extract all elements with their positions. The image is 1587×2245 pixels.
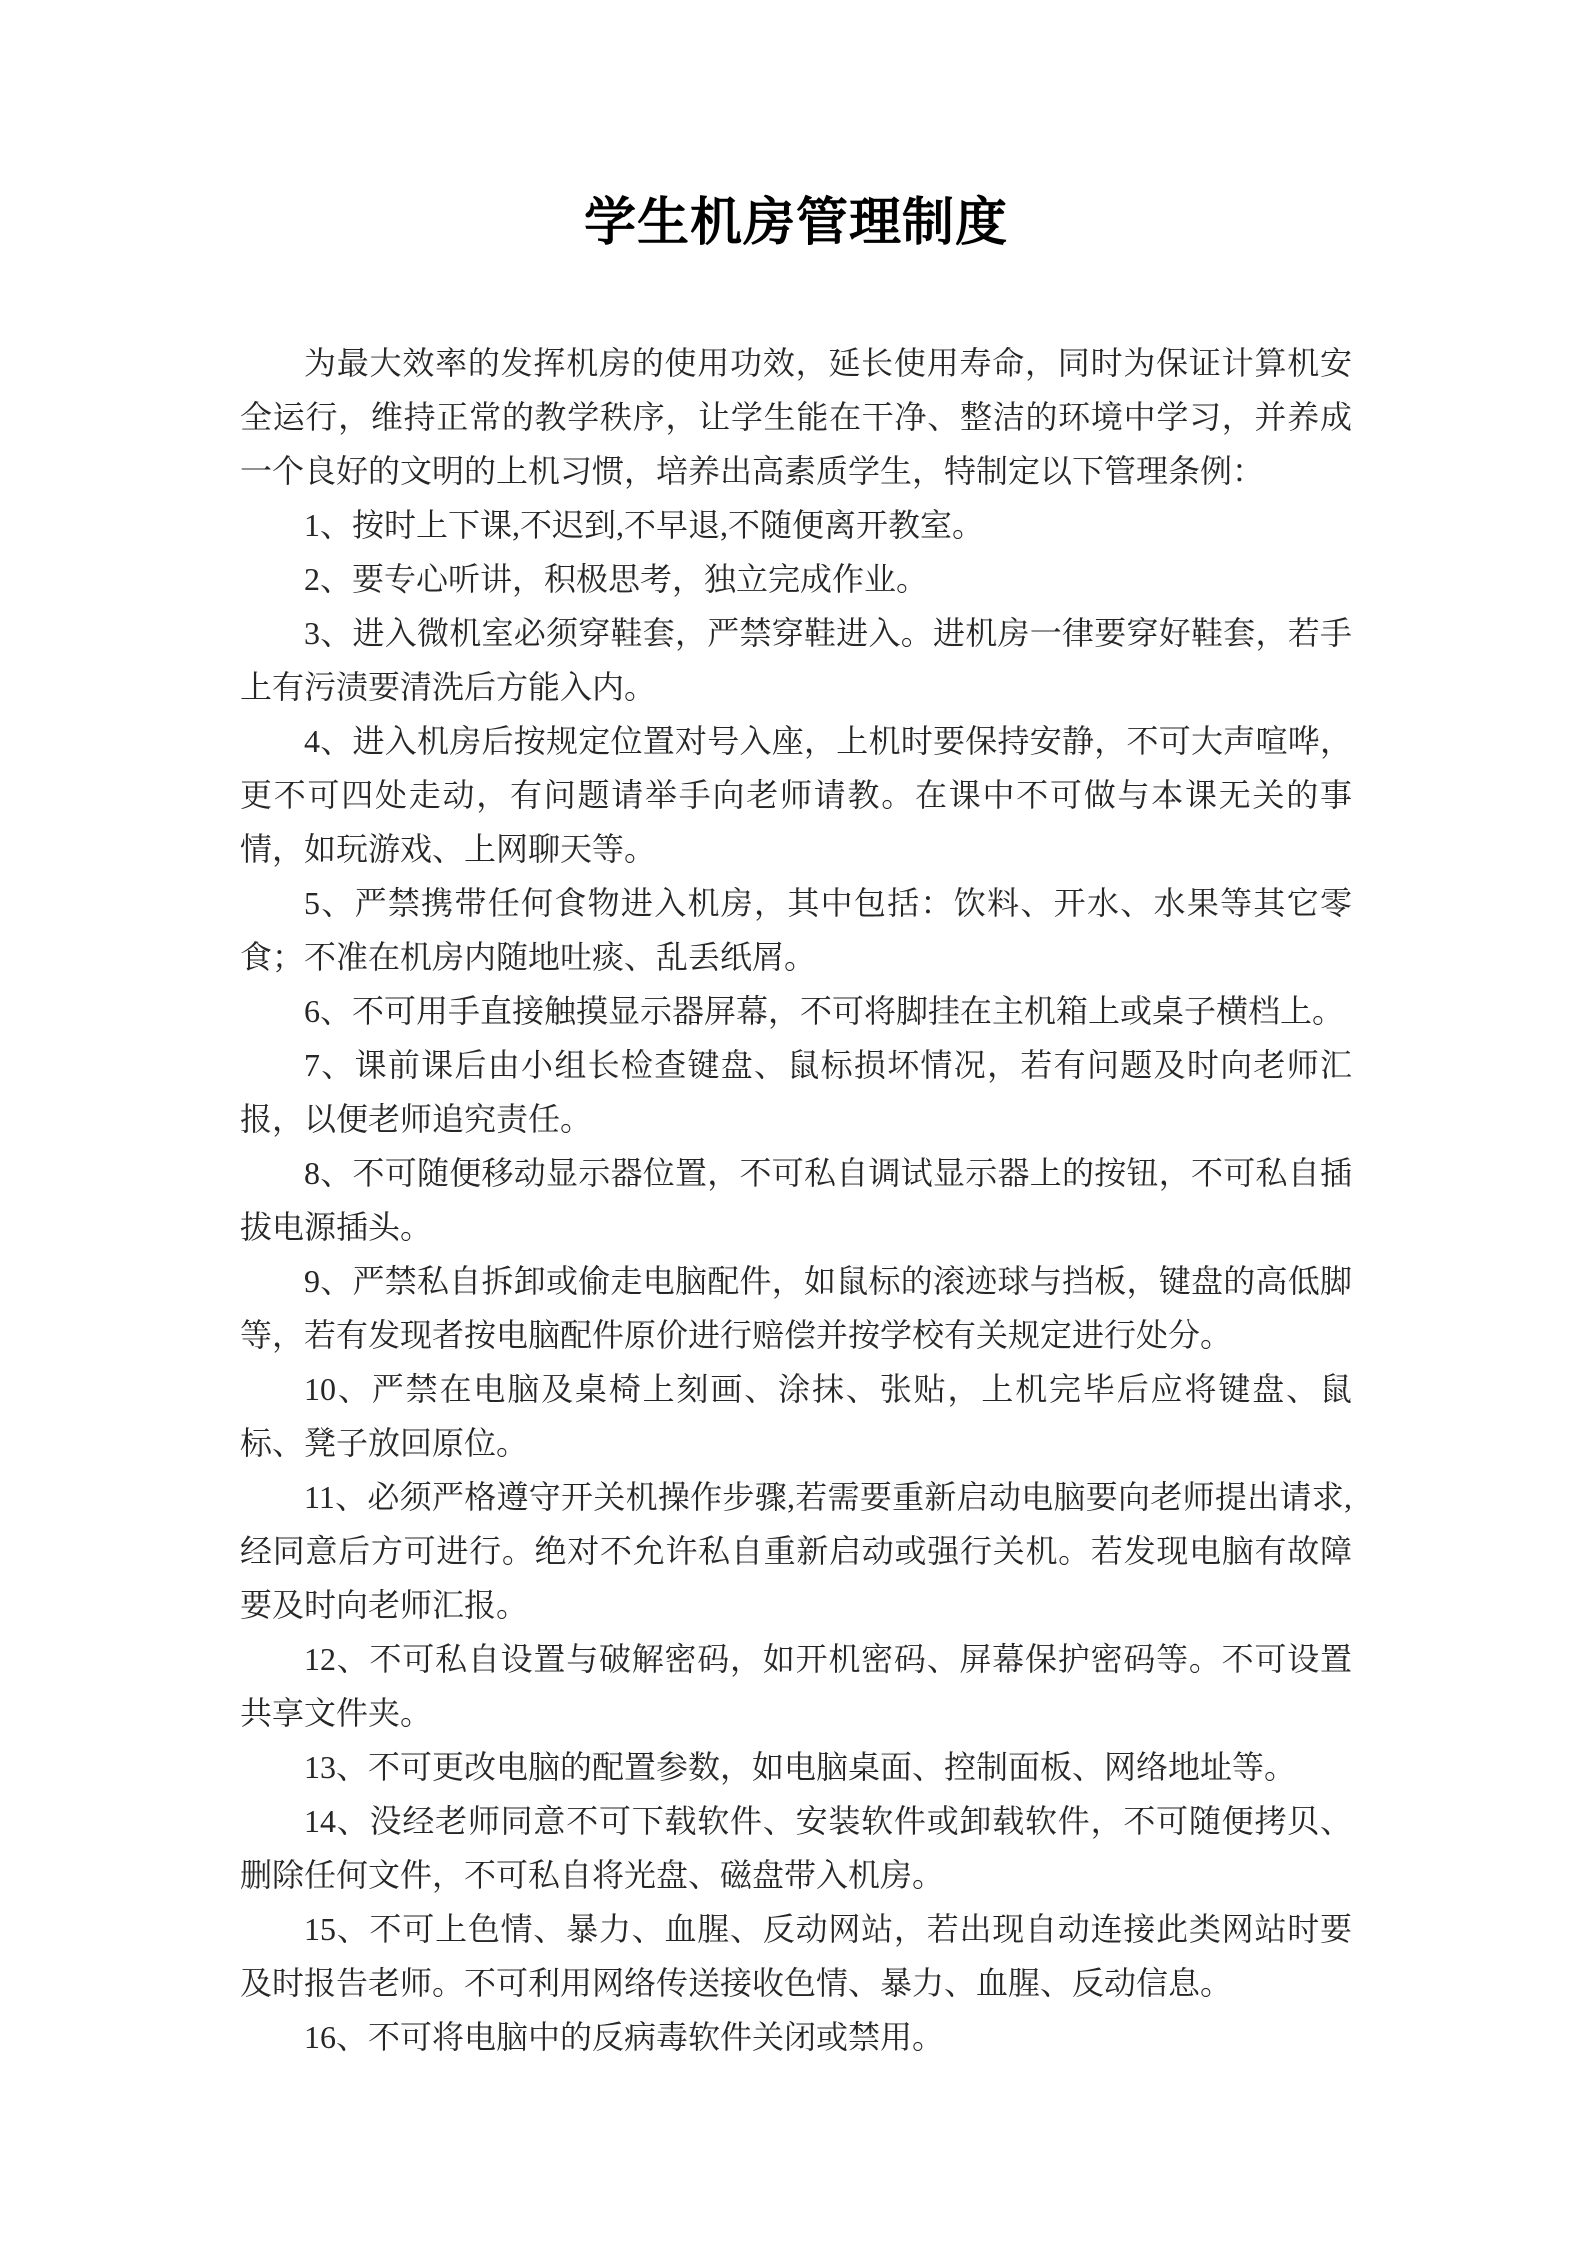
rule-item: 16、不可将电脑中的反病毒软件关闭或禁用。 <box>304 2019 945 2055</box>
rule-item: 10、严禁在电脑及桌椅上刻画、涂抹、张贴，上机完毕后应将键盘、鼠标、凳子放回原位。 <box>240 1371 1352 1461</box>
rule-item: 7、课前课后由小组长检查键盘、鼠标损坏情况，若有问题及时向老师汇报，以便老师追究责任。 <box>240 1047 1352 1137</box>
rule-item: 8、不可随便移动显示器位置，不可私自调试显示器上的按钮，不可私自插拔电源插头。 <box>240 1155 1352 1245</box>
rule-item: 12、不可私自设置与破解密码，如开机密码、屏幕保护密码等。不可设置共享文件夹。 <box>240 1641 1352 1731</box>
rule-item: 5、严禁携带任何食物进入机房，其中包括：饮料、开水、水果等其它零食；不准在机房内随地吐痰、乱丢纸屑。 <box>240 885 1352 975</box>
rule-item: 1、按时上下课,不迟到,不早退,不随便离开教室。 <box>304 507 985 543</box>
page-title: 学生机房管理制度 <box>583 194 1008 252</box>
rule-item: 2、要专心听讲，积极思考，独立完成作业。 <box>304 561 929 597</box>
rule-item: 3、进入微机室必须穿鞋套，严禁穿鞋进入。进机房一律要穿好鞋套，若手上有污渍要清洗后方能入内。 <box>240 615 1352 705</box>
rule-item: 4、进入机房后按规定位置对号入座，上机时要保持安静，不可大声喧哗，更不可四处走动，有问题请举手向老师请教。在课中不可做与本课无关的事情，如玩游戏、上网聊天等。 <box>240 723 1352 867</box>
rule-item: 13、不可更改电脑的配置参数，如电脑桌面、控制面板、网络地址等。 <box>304 1749 1297 1785</box>
rule-item: 15、不可上色情、暴力、血腥、反动网站，若出现自动连接此类网站时要及时报告老师。不可利用网络传送接收色情、暴力、血腥、反动信息。 <box>240 1911 1352 2001</box>
rules-list <box>240 498 1352 2064</box>
rule-item: 11、必须严格遵守开关机操作步骤,若需要重新启动电脑要向老师提出请求,经同意后方可进行。绝对不允许私自重新启动或强行关机。若发现电脑有故障要及时向老师汇报。 <box>240 1479 1352 1623</box>
rule-item: 14、没经老师同意不可下载软件、安装软件或卸载软件，不可随便拷贝、删除任何文件，不可私自将光盘、磁盘带入机房。 <box>240 1803 1352 1893</box>
rule-item: 6、不可用手直接触摸显示器屏幕，不可将脚挂在主机箱上或桌子横档上。 <box>304 993 1345 1029</box>
intro-paragraph: 为最大效率的发挥机房的使用功效，延长使用寿命，同时为保证计算机安全运行，维持正常的教学秩序，让学生能在干净、整洁的环境中学习，并养成一个良好的文明的上机习惯，培养出高素质学生，特制定以下管理条例： <box>240 345 1352 489</box>
rule-item: 9、严禁私自拆卸或偷走电脑配件，如鼠标的滚迹球与挡板，键盘的高低脚等，若有发现者按电脑配件原价进行赔偿并按学校有关规定进行处分。 <box>240 1263 1352 1353</box>
